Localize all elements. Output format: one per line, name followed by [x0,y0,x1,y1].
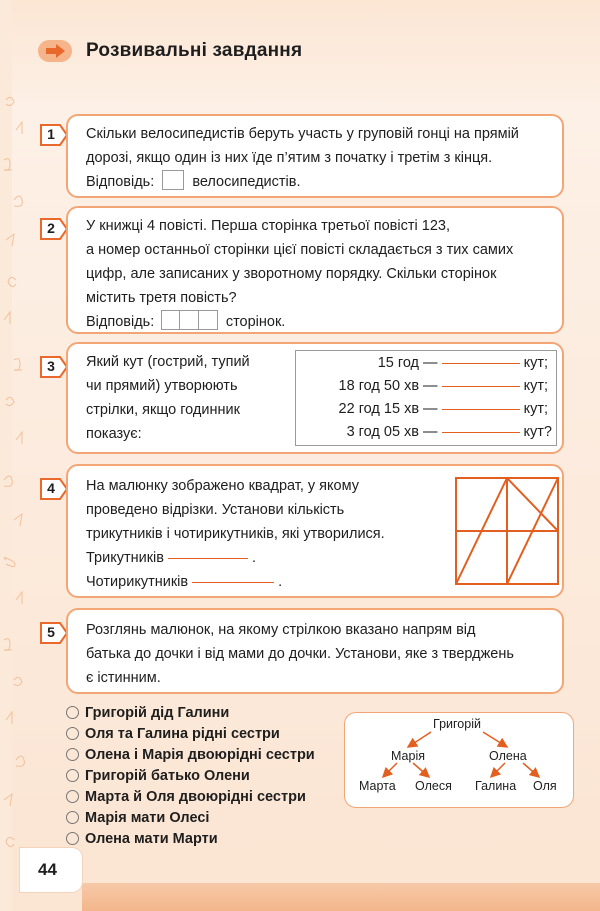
row-end: кут; [523,378,548,394]
task-5-text [86,618,550,690]
text-line: є істинним. [86,670,161,686]
text-line: цифр, але записаних у зворотному порядку. Скільки сторінок [86,266,497,282]
angle-row [339,401,548,417]
text-line: Скільки велосипедистів беруть участь у груповій гонці на прямій [86,126,519,142]
option-label: Марта й Оля двоюрідні сестри [85,788,306,805]
radio-circle[interactable] [66,790,79,803]
answer-box[interactable] [162,170,184,190]
radio-circle[interactable] [66,769,79,782]
answer-line [86,546,434,570]
row-end: кут; [523,355,548,371]
text-line: На малюнку зображено квадрат, у якому [86,478,359,494]
tree-grandchild: Марта [359,779,396,793]
text-line: батька до дочки і від мами до дочки. Установи, яке з тверджень [86,646,514,662]
answer-unit: велосипедистів. [192,174,301,190]
time-label: 22 год 15 хв — [338,401,438,417]
radio-circle[interactable] [66,748,79,761]
angle-row [347,424,552,440]
clock-angle-table [295,350,557,446]
text-line: проведено відрізки. Установи кількість [86,502,345,518]
time-label: 15 год — [377,355,438,371]
family-tree [344,712,574,808]
task-number-5: 5 [40,622,68,644]
task-card-2 [66,206,564,334]
option-item[interactable] [66,744,356,765]
text-line: стрілки, якщо годинник [86,402,240,418]
bottom-bar [82,883,600,911]
text-line: містить третя повість? [86,290,237,306]
row-end: кут; [523,401,548,417]
arrow-right-icon [38,40,72,62]
period: . [278,574,283,590]
quads-answer[interactable] [192,582,274,583]
section-header [38,36,302,66]
task-card-3 [66,342,564,454]
answer-line[interactable] [442,409,520,410]
digit-pattern [0,90,28,870]
radio-circle[interactable] [66,706,79,719]
answer-label: Відповідь: [86,174,155,190]
page-number: 44 [20,848,82,892]
task-card-1 [66,114,564,198]
option-item[interactable] [66,828,356,849]
text-line: дорозі, якщо один із них їде п’ятим з початку і третім з кінця. [86,150,493,166]
tree-grandchild: Оля [533,779,557,793]
option-label: Григорій батько Олени [85,767,250,784]
answer-line [86,170,550,194]
radio-circle[interactable] [66,727,79,740]
angle-row [339,378,548,394]
option-label: Олена мати Марти [85,830,218,847]
angle-row [378,355,548,371]
text-line: а номер останньої сторінки цієї повісті складається з тих самих [86,242,514,258]
tree-root: Григорій [433,717,481,731]
task-card-5 [66,608,564,694]
time-label: 3 год 05 хв — [346,424,438,440]
option-label: Олена і Марія двоюрідні сестри [85,746,315,763]
option-label: Григорій дід Галини [85,704,230,721]
answer-label: Відповідь: [86,314,155,330]
answer-line[interactable] [442,432,520,433]
text-line: У книжці 4 повісті. Перша сторінка третьої повісті 123, [86,218,450,234]
task-card-4 [66,464,564,598]
option-item[interactable] [66,723,356,744]
tree-grandchild: Олеся [415,779,452,793]
option-label: Марія мати Олесі [85,809,210,826]
text-line: трикутників і чотирикутників, які утворилися. [86,526,385,542]
option-label: Оля та Галина рідні сестри [85,725,280,742]
tree-child: Марія [391,749,426,763]
answer-line[interactable] [442,386,520,387]
answer-line [86,570,434,594]
task-number-1: 1 [40,124,68,146]
option-item[interactable] [66,765,356,786]
triangles-label: Трикутників [86,550,164,566]
answer-line [86,310,550,334]
option-item[interactable] [66,786,356,807]
radio-circle[interactable] [66,811,79,824]
margin-doodles [0,90,28,870]
answer-cells[interactable] [162,310,218,330]
answer-line[interactable] [442,363,520,364]
text-line: чи прямий) утворюють [86,378,238,394]
task-4-text [86,474,434,594]
task-number-2: 2 [40,218,68,240]
square-figure [454,476,560,586]
task-number-4: 4 [40,478,68,500]
answer-unit: сторінок. [225,314,286,330]
tree-grandchild: Галина [475,779,517,793]
time-label: 18 год 50 хв — [338,378,438,394]
task-number-3: 3 [40,356,68,378]
period: . [252,550,257,566]
task-2-text [86,214,550,334]
tree-child: Олена [489,749,527,763]
triangles-answer[interactable] [168,558,248,559]
answer-options [66,702,356,849]
text-line: Розглянь малюнок, на якому стрілкою вказано напрям від [86,622,476,638]
option-item[interactable] [66,702,356,723]
option-item[interactable] [66,807,356,828]
task-1-text [86,122,550,194]
text-line: Який кут (гострий, тупий [86,354,250,370]
task-3-text [86,350,256,446]
quads-label: Чотирикутників [86,574,189,590]
page-title: Розвивальні завдання [86,40,303,61]
row-end: кут? [523,424,552,440]
text-line: показує: [86,426,142,442]
radio-circle[interactable] [66,832,79,845]
